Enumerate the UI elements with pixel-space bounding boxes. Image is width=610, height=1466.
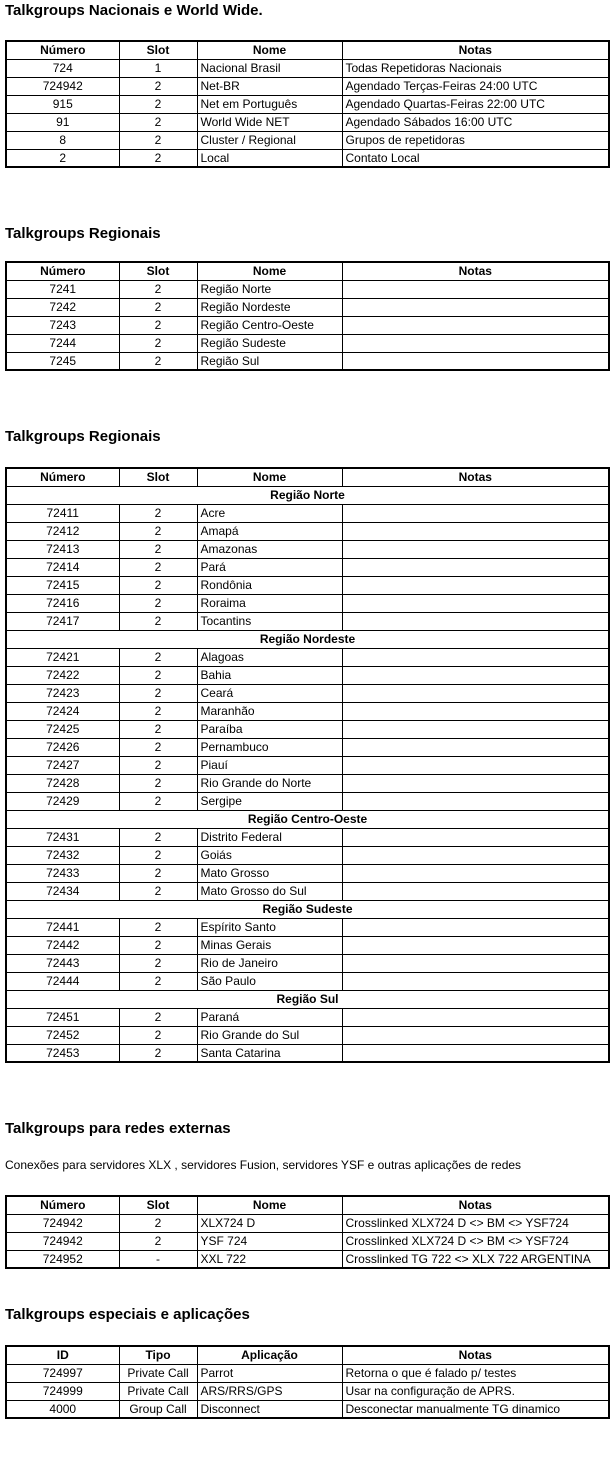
table-nacionais-worldwide xyxy=(5,40,610,168)
cell-nome: Amazonas xyxy=(197,540,342,558)
cell-notas xyxy=(342,280,609,298)
table-row xyxy=(6,1044,609,1062)
section-title: Talkgroups especiais e aplicações xyxy=(5,1306,250,1323)
cell-nome: Net-BR xyxy=(197,77,342,95)
table-row xyxy=(6,522,609,540)
cell-nome: Santa Catarina xyxy=(197,1044,342,1062)
table-row xyxy=(6,334,609,352)
cell-notas xyxy=(342,522,609,540)
cell-nome: Região Sudeste xyxy=(197,334,342,352)
cell-slot: 2 xyxy=(119,972,197,990)
section-regionais-estados xyxy=(5,428,610,1063)
table-row xyxy=(6,666,609,684)
cell-nome: São Paulo xyxy=(197,972,342,990)
group-label: Região Centro-Oeste xyxy=(6,810,609,828)
cell-numero: 72415 xyxy=(6,576,119,594)
table-row xyxy=(6,774,609,792)
column-header-slot: Slot xyxy=(119,262,197,280)
table-row xyxy=(6,846,609,864)
cell-numero: 72432 xyxy=(6,846,119,864)
cell-numero: 72421 xyxy=(6,648,119,666)
cell-notas xyxy=(342,864,609,882)
header-row xyxy=(6,468,609,486)
table-row xyxy=(6,864,609,882)
group-row-regiao-norte xyxy=(6,486,609,504)
cell-aplicacao: ARS/RRS/GPS xyxy=(197,1382,342,1400)
cell-nome: Local xyxy=(197,149,342,167)
cell-numero: 7244 xyxy=(6,334,119,352)
cell-slot: 2 xyxy=(119,298,197,316)
table-row xyxy=(6,113,609,131)
cell-id: 724997 xyxy=(6,1364,119,1382)
cell-numero: 72422 xyxy=(6,666,119,684)
cell-slot: 2 xyxy=(119,316,197,334)
cell-numero: 724952 xyxy=(6,1250,119,1268)
section-especiais-aplicacoes xyxy=(5,1306,610,1419)
cell-slot: 2 xyxy=(119,774,197,792)
cell-notas xyxy=(342,1026,609,1044)
cell-notas xyxy=(342,576,609,594)
table-row xyxy=(6,702,609,720)
cell-notas xyxy=(342,720,609,738)
table-regionais-estados xyxy=(5,467,610,1063)
cell-id: 4000 xyxy=(6,1400,119,1418)
cell-notas: Agendado Terças-Feiras 24:00 UTC xyxy=(342,77,609,95)
cell-numero: 72442 xyxy=(6,936,119,954)
cell-nome: XLX724 D xyxy=(197,1214,342,1232)
cell-nome: Roraima xyxy=(197,594,342,612)
cell-notas: Crosslinked XLX724 D <> BM <> YSF724 xyxy=(342,1214,609,1232)
cell-nome: Paraná xyxy=(197,1008,342,1026)
cell-nome: Nacional Brasil xyxy=(197,59,342,77)
talkgroups-document xyxy=(5,2,610,1419)
table-regionais xyxy=(5,261,610,371)
cell-numero: 2 xyxy=(6,149,119,167)
cell-nome: Net em Português xyxy=(197,95,342,113)
cell-slot: 2 xyxy=(119,522,197,540)
column-header-numero: Número xyxy=(6,41,119,59)
cell-nome: Mato Grosso xyxy=(197,864,342,882)
section-title: Talkgroups Nacionais e World Wide. xyxy=(5,2,263,19)
cell-notas: Grupos de repetidoras xyxy=(342,131,609,149)
cell-notas: Usar na configuração de APRS. xyxy=(342,1382,609,1400)
cell-notas: Crosslinked XLX724 D <> BM <> YSF724 xyxy=(342,1232,609,1250)
cell-nome: Região Nordeste xyxy=(197,298,342,316)
cell-numero: 72453 xyxy=(6,1044,119,1062)
table-row xyxy=(6,131,609,149)
column-header-aplicacao: Aplicação xyxy=(197,1346,342,1364)
cell-slot: 2 xyxy=(119,738,197,756)
cell-notas: Todas Repetidoras Nacionais xyxy=(342,59,609,77)
cell-notas xyxy=(342,954,609,972)
section-title: Talkgroups para redes externas xyxy=(5,1120,231,1137)
cell-nome: Bahia xyxy=(197,666,342,684)
cell-numero: 72428 xyxy=(6,774,119,792)
cell-slot: 2 xyxy=(119,828,197,846)
cell-notas xyxy=(342,316,609,334)
cell-numero: 72441 xyxy=(6,918,119,936)
table-row xyxy=(6,882,609,900)
cell-notas xyxy=(342,918,609,936)
header-row xyxy=(6,262,609,280)
column-header-numero: Número xyxy=(6,1196,119,1214)
cell-nome: Região Norte xyxy=(197,280,342,298)
header-row xyxy=(6,1346,609,1364)
cell-numero: 72416 xyxy=(6,594,119,612)
cell-numero: 724942 xyxy=(6,77,119,95)
cell-nome: Cluster / Regional xyxy=(197,131,342,149)
table-row xyxy=(6,972,609,990)
column-header-notas: Notas xyxy=(342,1196,609,1214)
column-header-nome: Nome xyxy=(197,468,342,486)
cell-tipo: Private Call xyxy=(119,1364,197,1382)
cell-slot: 2 xyxy=(119,1044,197,1062)
cell-notas: Crosslinked TG 722 <> XLX 722 ARGENTINA xyxy=(342,1250,609,1268)
cell-numero: 72417 xyxy=(6,612,119,630)
cell-notas xyxy=(342,972,609,990)
cell-tipo: Group Call xyxy=(119,1400,197,1418)
cell-slot: 2 xyxy=(119,792,197,810)
table-row xyxy=(6,684,609,702)
cell-aplicacao: Parrot xyxy=(197,1364,342,1382)
section-title: Talkgroups Regionais xyxy=(5,428,161,445)
cell-notas xyxy=(342,882,609,900)
cell-notas xyxy=(342,774,609,792)
header-row xyxy=(6,41,609,59)
cell-numero: 72423 xyxy=(6,684,119,702)
cell-nome: Rio Grande do Norte xyxy=(197,774,342,792)
group-label: Região Sul xyxy=(6,990,609,1008)
group-row-regiao-sudeste xyxy=(6,900,609,918)
cell-notas xyxy=(342,1044,609,1062)
cell-slot: - xyxy=(119,1250,197,1268)
table-row xyxy=(6,648,609,666)
table-row xyxy=(6,59,609,77)
cell-notas: Retorna o que é falado p/ testes xyxy=(342,1364,609,1382)
column-header-nome: Nome xyxy=(197,262,342,280)
cell-id: 724999 xyxy=(6,1382,119,1400)
table-redes-externas xyxy=(5,1195,610,1269)
cell-notas xyxy=(342,334,609,352)
cell-slot: 2 xyxy=(119,149,197,167)
cell-slot: 2 xyxy=(119,113,197,131)
cell-numero: 72444 xyxy=(6,972,119,990)
cell-slot: 2 xyxy=(119,95,197,113)
table-row xyxy=(6,1026,609,1044)
cell-numero: 7242 xyxy=(6,298,119,316)
table-row xyxy=(6,954,609,972)
table-row xyxy=(6,316,609,334)
group-label: Região Norte xyxy=(6,486,609,504)
cell-notas xyxy=(342,594,609,612)
cell-numero: 72413 xyxy=(6,540,119,558)
table-row xyxy=(6,612,609,630)
table-row xyxy=(6,1232,609,1250)
cell-numero: 72411 xyxy=(6,504,119,522)
group-row-regiao-sul xyxy=(6,990,609,1008)
cell-nome: XXL 722 xyxy=(197,1250,342,1268)
cell-nome: Pará xyxy=(197,558,342,576)
cell-notas xyxy=(342,558,609,576)
cell-numero: 915 xyxy=(6,95,119,113)
table-row xyxy=(6,1250,609,1268)
table-row xyxy=(6,540,609,558)
table-row xyxy=(6,149,609,167)
table-row xyxy=(6,95,609,113)
cell-nome: Piauí xyxy=(197,756,342,774)
cell-numero: 72429 xyxy=(6,792,119,810)
cell-notas xyxy=(342,828,609,846)
cell-numero: 7243 xyxy=(6,316,119,334)
cell-slot: 2 xyxy=(119,846,197,864)
cell-numero: 72431 xyxy=(6,828,119,846)
table-row xyxy=(6,1364,609,1382)
cell-numero: 72433 xyxy=(6,864,119,882)
table-row xyxy=(6,756,609,774)
cell-nome: Rio de Janeiro xyxy=(197,954,342,972)
column-header-nome: Nome xyxy=(197,41,342,59)
cell-numero: 8 xyxy=(6,131,119,149)
cell-numero: 72426 xyxy=(6,738,119,756)
column-header-notas: Notas xyxy=(342,262,609,280)
cell-numero: 724 xyxy=(6,59,119,77)
cell-slot: 2 xyxy=(119,648,197,666)
column-header-id: ID xyxy=(6,1346,119,1364)
cell-slot: 1 xyxy=(119,59,197,77)
cell-slot: 2 xyxy=(119,720,197,738)
cell-nome: Minas Gerais xyxy=(197,936,342,954)
cell-nome: Goiás xyxy=(197,846,342,864)
cell-numero: 72452 xyxy=(6,1026,119,1044)
cell-slot: 2 xyxy=(119,936,197,954)
cell-notas: Agendado Quartas-Feiras 22:00 UTC xyxy=(342,95,609,113)
cell-slot: 2 xyxy=(119,864,197,882)
header-row xyxy=(6,1196,609,1214)
cell-slot: 2 xyxy=(119,576,197,594)
table-row xyxy=(6,1382,609,1400)
cell-notas xyxy=(342,702,609,720)
section-title: Talkgroups Regionais xyxy=(5,225,161,242)
table-row xyxy=(6,77,609,95)
cell-slot: 2 xyxy=(119,918,197,936)
column-header-slot: Slot xyxy=(119,468,197,486)
cell-slot: 2 xyxy=(119,702,197,720)
table-row xyxy=(6,1400,609,1418)
cell-slot: 2 xyxy=(119,504,197,522)
cell-slot: 2 xyxy=(119,612,197,630)
cell-slot: 2 xyxy=(119,882,197,900)
cell-slot: 2 xyxy=(119,280,197,298)
table-row xyxy=(6,576,609,594)
cell-notas: Contato Local xyxy=(342,149,609,167)
cell-nome: Mato Grosso do Sul xyxy=(197,882,342,900)
column-header-notas: Notas xyxy=(342,1346,609,1364)
cell-slot: 2 xyxy=(119,666,197,684)
cell-slot: 2 xyxy=(119,1232,197,1250)
cell-numero: 72425 xyxy=(6,720,119,738)
cell-tipo: Private Call xyxy=(119,1382,197,1400)
column-header-numero: Número xyxy=(6,468,119,486)
cell-notas xyxy=(342,684,609,702)
table-row xyxy=(6,594,609,612)
table-row xyxy=(6,918,609,936)
cell-numero: 72451 xyxy=(6,1008,119,1026)
column-header-slot: Slot xyxy=(119,41,197,59)
column-header-tipo: Tipo xyxy=(119,1346,197,1364)
cell-nome: Sergipe xyxy=(197,792,342,810)
cell-nome: Região Sul xyxy=(197,352,342,370)
cell-notas xyxy=(342,352,609,370)
cell-notas xyxy=(342,738,609,756)
cell-slot: 2 xyxy=(119,594,197,612)
cell-numero: 72434 xyxy=(6,882,119,900)
column-header-nome: Nome xyxy=(197,1196,342,1214)
cell-nome: Maranhão xyxy=(197,702,342,720)
cell-nome: Rondônia xyxy=(197,576,342,594)
cell-slot: 2 xyxy=(119,558,197,576)
cell-notas xyxy=(342,1008,609,1026)
table-row xyxy=(6,738,609,756)
cell-notas xyxy=(342,936,609,954)
table-row xyxy=(6,352,609,370)
cell-notas xyxy=(342,792,609,810)
group-label: Região Sudeste xyxy=(6,900,609,918)
cell-nome: Alagoas xyxy=(197,648,342,666)
group-label: Região Nordeste xyxy=(6,630,609,648)
cell-slot: 2 xyxy=(119,756,197,774)
cell-slot: 2 xyxy=(119,352,197,370)
cell-notas xyxy=(342,756,609,774)
cell-nome: Distrito Federal xyxy=(197,828,342,846)
cell-nome: Ceará xyxy=(197,684,342,702)
cell-numero: 7241 xyxy=(6,280,119,298)
section-redes-externas xyxy=(5,1120,610,1269)
cell-nome: Acre xyxy=(197,504,342,522)
table-row xyxy=(6,1214,609,1232)
cell-notas: Desconectar manualmente TG dinamico xyxy=(342,1400,609,1418)
cell-slot: 2 xyxy=(119,954,197,972)
cell-notas xyxy=(342,846,609,864)
cell-slot: 2 xyxy=(119,131,197,149)
group-row-regiao-nordeste xyxy=(6,630,609,648)
table-row xyxy=(6,280,609,298)
cell-nome: Região Centro-Oeste xyxy=(197,316,342,334)
cell-nome: Pernambuco xyxy=(197,738,342,756)
column-header-notas: Notas xyxy=(342,41,609,59)
table-row xyxy=(6,936,609,954)
table-row xyxy=(6,720,609,738)
section-regionais xyxy=(5,225,610,371)
cell-numero: 724942 xyxy=(6,1232,119,1250)
cell-nome: Tocantins xyxy=(197,612,342,630)
cell-notas xyxy=(342,504,609,522)
table-row xyxy=(6,828,609,846)
cell-numero: 7245 xyxy=(6,352,119,370)
section-intro: Conexões para servidores XLX , servidores Fusion, servidores YSF e outras aplicações de redes xyxy=(5,1158,522,1172)
cell-numero: 72414 xyxy=(6,558,119,576)
column-header-notas: Notas xyxy=(342,468,609,486)
cell-notas xyxy=(342,612,609,630)
cell-notas xyxy=(342,648,609,666)
cell-notas xyxy=(342,298,609,316)
cell-slot: 2 xyxy=(119,77,197,95)
column-header-slot: Slot xyxy=(119,1196,197,1214)
cell-numero: 72443 xyxy=(6,954,119,972)
cell-numero: 72424 xyxy=(6,702,119,720)
cell-slot: 2 xyxy=(119,540,197,558)
cell-aplicacao: Disconnect xyxy=(197,1400,342,1418)
column-header-numero: Número xyxy=(6,262,119,280)
table-row xyxy=(6,298,609,316)
cell-nome: Espírito Santo xyxy=(197,918,342,936)
cell-nome: Paraíba xyxy=(197,720,342,738)
cell-slot: 2 xyxy=(119,1008,197,1026)
table-row xyxy=(6,558,609,576)
table-row xyxy=(6,792,609,810)
group-row-regiao-centro-oeste xyxy=(6,810,609,828)
cell-slot: 2 xyxy=(119,1214,197,1232)
table-row xyxy=(6,504,609,522)
cell-numero: 91 xyxy=(6,113,119,131)
cell-nome: Amapá xyxy=(197,522,342,540)
cell-nome: Rio Grande do Sul xyxy=(197,1026,342,1044)
cell-slot: 2 xyxy=(119,1026,197,1044)
cell-notas xyxy=(342,540,609,558)
table-especiais-aplicacoes xyxy=(5,1345,610,1419)
cell-numero: 72412 xyxy=(6,522,119,540)
cell-numero: 72427 xyxy=(6,756,119,774)
table-row xyxy=(6,1008,609,1026)
cell-notas xyxy=(342,666,609,684)
cell-slot: 2 xyxy=(119,334,197,352)
cell-numero: 724942 xyxy=(6,1214,119,1232)
section-nacionais-worldwide xyxy=(5,2,610,168)
cell-nome: World Wide NET xyxy=(197,113,342,131)
cell-notas: Agendado Sábados 16:00 UTC xyxy=(342,113,609,131)
cell-slot: 2 xyxy=(119,684,197,702)
cell-nome: YSF 724 xyxy=(197,1232,342,1250)
